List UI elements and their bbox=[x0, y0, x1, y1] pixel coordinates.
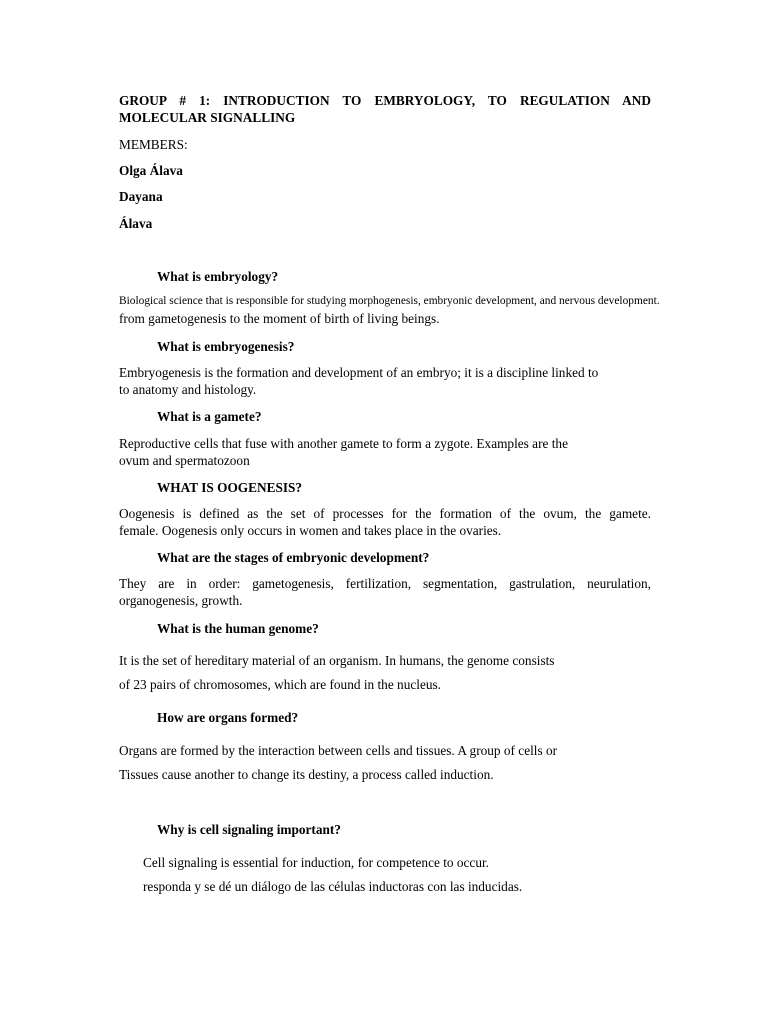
question-heading bbox=[144, 408, 262, 425]
answer-line: Oogenesis is defined as the set of processes for the formation of the ovum, the gamete. bbox=[119, 506, 651, 521]
members-label: MEMBERS: bbox=[119, 137, 188, 152]
answer-line: ovum and spermatozoon bbox=[119, 453, 250, 468]
question-heading bbox=[144, 338, 294, 355]
question-text: What is a gamete? bbox=[157, 409, 262, 424]
question-text: What are the stages of embryonic development? bbox=[157, 550, 430, 565]
answer-paragraph bbox=[119, 435, 651, 469]
document-title: GROUP # 1: INTRODUCTION TO EMBRYOLOGY, TO REGULATION AND MOLECULAR SIGNALLING bbox=[119, 93, 651, 125]
question-heading bbox=[144, 620, 319, 637]
question-text: What is embryogenesis? bbox=[157, 339, 295, 354]
answer-paragraph bbox=[119, 364, 651, 398]
question-heading bbox=[144, 268, 278, 285]
answer-line: of 23 pairs of chromosomes, which are found in the nucleus. bbox=[119, 677, 442, 692]
question-text: WHAT IS OOGENESIS? bbox=[157, 480, 303, 495]
answer-paragraph bbox=[119, 652, 651, 693]
question-text: How are organs formed? bbox=[157, 710, 299, 725]
member-name: Olga Álava bbox=[119, 163, 183, 178]
question-heading bbox=[144, 709, 298, 726]
question-text: Why is cell signaling important? bbox=[157, 822, 341, 837]
answer-paragraph bbox=[119, 293, 660, 327]
answer-line: They are in order: gametogenesis, fertilization, segmentation, gastrulation, neurulation, bbox=[119, 576, 651, 591]
answer-paragraph bbox=[119, 575, 651, 609]
answer-paragraph bbox=[119, 742, 651, 783]
answer-line: Cell signaling is essential for induction, for competence to occur. bbox=[143, 855, 489, 870]
answer-line: Reproductive cells that fuse with another gamete to form a zygote. Examples are the bbox=[119, 436, 568, 451]
answer-paragraph bbox=[119, 505, 651, 539]
answer-line: responda y se dé un diálogo de las células inductoras con las inducidas. bbox=[143, 879, 523, 894]
question-heading bbox=[144, 821, 341, 838]
member-name: Álava bbox=[119, 216, 153, 231]
answer-line: organogenesis, growth. bbox=[119, 593, 243, 608]
answer-paragraph bbox=[143, 854, 651, 895]
answer-line: Tissues cause another to change its destiny, a process called induction. bbox=[119, 767, 494, 782]
question-text: What is embryology? bbox=[157, 269, 279, 284]
answer-line: female. Oogenesis only occurs in women and takes place in the ovaries. bbox=[119, 523, 502, 538]
question-text: What is the human genome? bbox=[157, 621, 319, 636]
answer-line: Embryogenesis is the formation and development of an embryo; it is a discipline linked to bbox=[119, 365, 599, 380]
answer-line: from gametogenesis to the moment of birth of living beings. bbox=[119, 311, 440, 326]
member-name: Dayana bbox=[119, 189, 163, 204]
question-heading bbox=[144, 479, 302, 496]
question-heading bbox=[144, 549, 429, 566]
answer-line: Organs are formed by the interaction between cells and tissues. A group of cells or bbox=[119, 743, 558, 758]
answer-line: to anatomy and histology. bbox=[119, 382, 257, 397]
answer-line: Biological science that is responsible for studying morphogenesis, embryonic development, and nervous development. bbox=[119, 295, 660, 307]
answer-line: It is the set of hereditary material of an organism. In humans, the genome consists bbox=[119, 653, 555, 668]
